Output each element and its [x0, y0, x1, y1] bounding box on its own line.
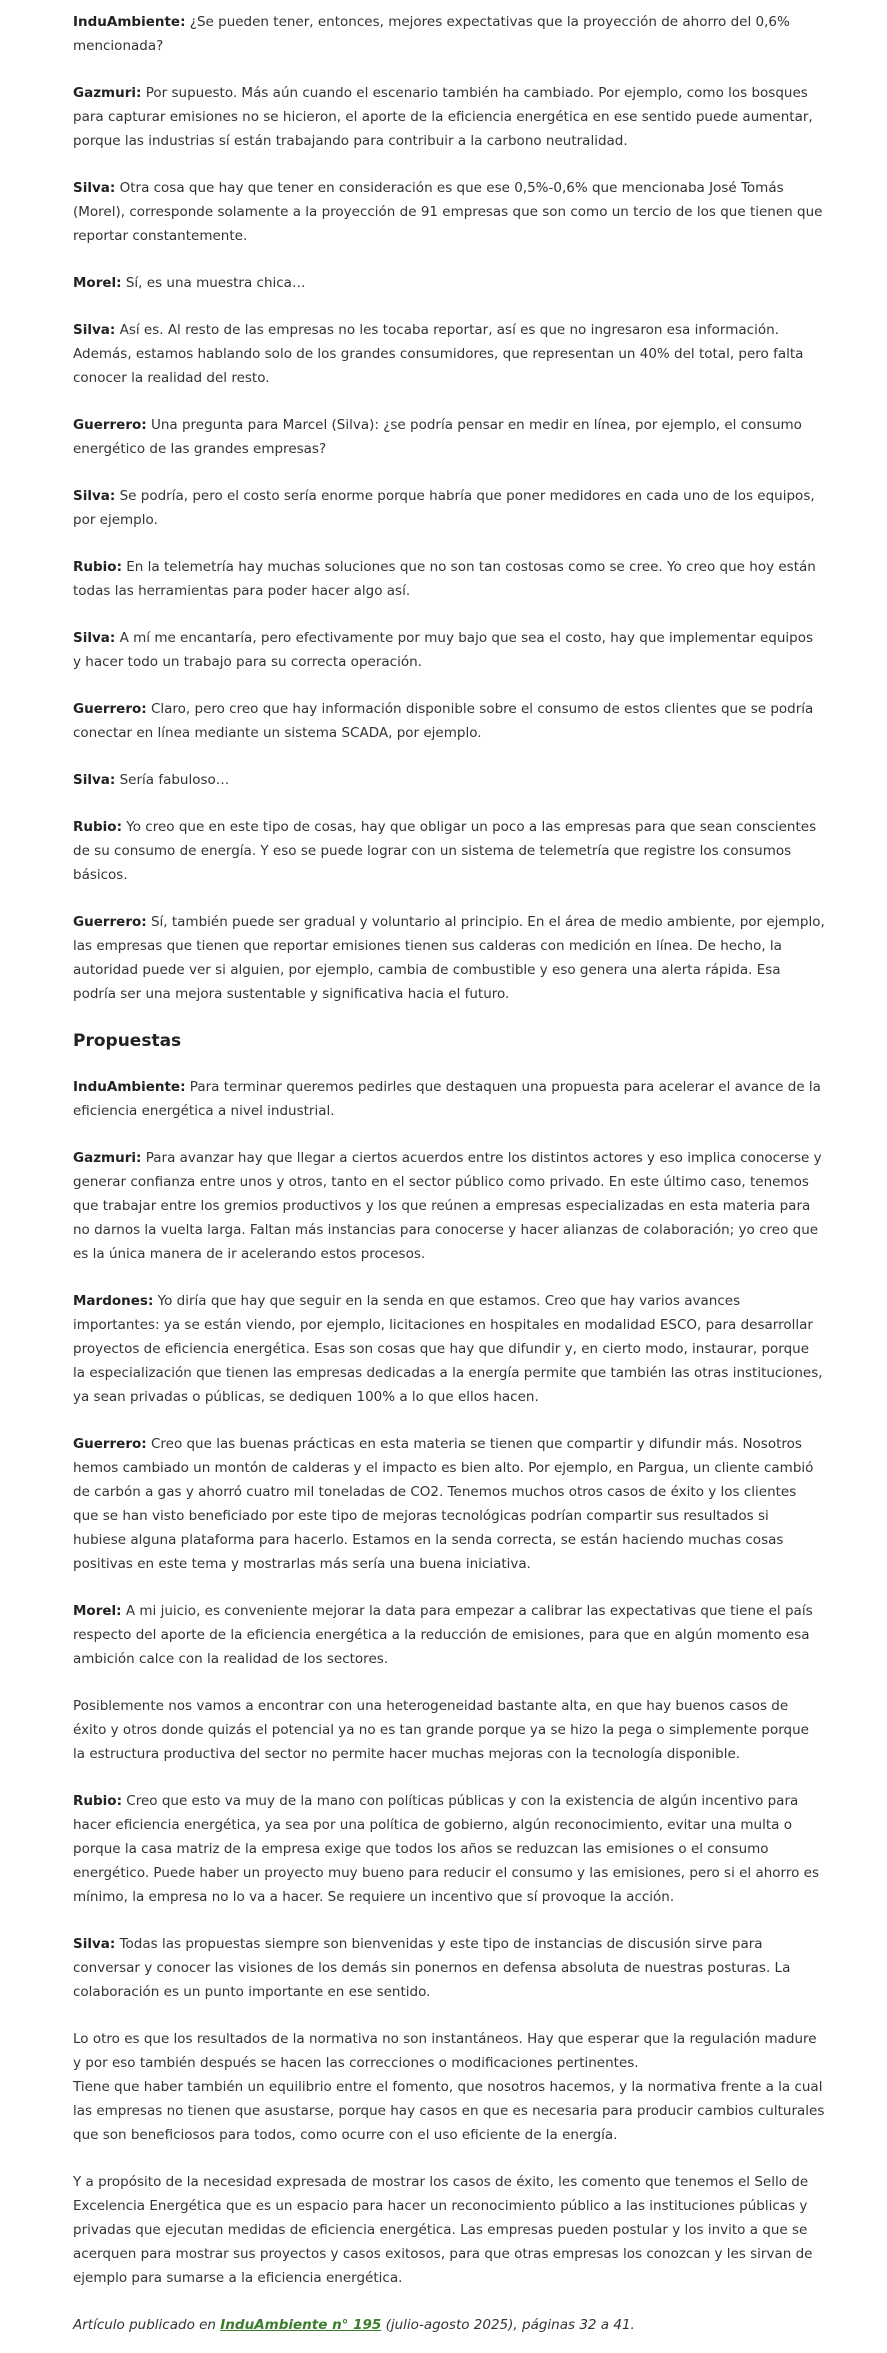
speaker-name: Rubio: — [73, 1793, 122, 1809]
speaker-name: Silva: — [73, 630, 116, 646]
speaker-name: Mardones: — [73, 1293, 154, 1309]
paragraph-line: Lo otro es que los resultados de la normativa no son instantáneos. Hay que esperar que la regulación madure y por eso también después se hacen las correcciones o modificaciones pertinentes. — [73, 2031, 817, 2071]
speaker-name: Morel: — [73, 1603, 122, 1619]
paragraph — [73, 176, 825, 248]
paragraph-text: Para avanzar hay que llegar a ciertos acuerdos entre los distintos actores y eso implica conocerse y generar confianza entre unos y otros, tanto en el sector público como privado. En este último caso, tenemos que trabajar entre los gremios productivos y los que reúnen a empresas especializadas en esta materia para no darnos la vuelta larga. Faltan más instancias para conocerse y hacer alianzas de colaboración; yo creo que es la única manera de ir acelerando estos procesos. — [73, 1150, 822, 1262]
paragraph — [73, 2027, 825, 2147]
section-heading: Propuestas — [73, 1031, 182, 1051]
paragraph — [73, 555, 825, 603]
speaker-name: Rubio: — [73, 819, 122, 835]
paragraph — [73, 271, 825, 295]
paragraph-text: Así es. Al resto de las empresas no les tocaba reportar, así es que no ingresaron esa información. Además, estamos hablando solo de los grandes consumidores, que representan un 40% del total, pero falta conocer la realidad del resto. — [73, 322, 804, 386]
paragraph-text: Sería fabuloso… — [119, 772, 230, 788]
paragraph-text: ¿Se pueden tener, entonces, mejores expectativas que la proyección de ahorro del 0,6% mencionada? — [73, 14, 790, 54]
paragraph — [73, 1075, 825, 1123]
speaker-name: Guerrero: — [73, 914, 147, 930]
paragraph — [73, 768, 825, 792]
paragraph — [73, 1599, 825, 1671]
paragraph-text: A mí me encantaría, pero efectivamente por muy bajo que sea el costo, hay que implementar equipos y hacer todo un trabajo para su correcta operación. — [73, 630, 814, 670]
paragraph-text: Posiblemente nos vamos a encontrar con una heterogeneidad bastante alta, en que hay buenos casos de éxito y otros donde quizás el potencial ya no es tan grande porque ya se hizo la pega o simplemente porque la estructura productiva del sector no permite hacer muchas mejoras con la tecnología disponible. — [73, 1698, 809, 1762]
paragraph — [73, 413, 825, 461]
credit-suffix: (julio-agosto 2025), páginas 32 a 41. — [385, 2317, 635, 2333]
paragraph-text: Para terminar queremos pedirles que destaquen una propuesta para acelerar el avance de la eficiencia energética a nivel industrial. — [73, 1079, 821, 1119]
speaker-name: Silva: — [73, 488, 116, 504]
speaker-name: Silva: — [73, 1936, 116, 1952]
paragraph — [73, 81, 825, 153]
speaker-name: Gazmuri: — [73, 1150, 142, 1166]
paragraph-text: Yo diría que hay que seguir en la senda en que estamos. Creo que hay varios avances importantes: ya se están viendo, por ejemplo, licitaciones en hospitales en modalidad ESCO, para desarrollar proyectos de eficiencia energética. Esas son cosas que hay que difundir y, en cierto modo, instaurar, porque la especialización que tienen las empresas dedicadas a la energía permite que también las otras instituciones, ya sean privadas o públicas, se dediquen 100% a lo que ellos hacen. — [73, 1293, 823, 1405]
article-credit — [73, 2313, 825, 2337]
paragraph — [73, 697, 825, 745]
speaker-name: Morel: — [73, 275, 122, 291]
speaker-name: Guerrero: — [73, 701, 147, 717]
paragraph-text: Una pregunta para Marcel (Silva): ¿se podría pensar en medir en línea, por ejemplo, el consumo energético de las grandes empresas? — [73, 417, 802, 457]
paragraph-text: A mi juicio, es conveniente mejorar la data para empezar a calibrar las expectativas que tiene el país respecto del aporte de la eficiencia energética a la reducción de emisiones, para que en algún momento esa ambición calce con la realidad de los sectores. — [73, 1603, 813, 1667]
speaker-name: Silva: — [73, 772, 116, 788]
paragraph-text: Sí, es una muestra chica… — [125, 275, 306, 291]
article-credit-wrap — [73, 2313, 825, 2337]
article-body — [73, 0, 825, 2290]
speaker-name: Rubio: — [73, 559, 122, 575]
paragraph-text: Yo creo que en este tipo de cosas, hay que obligar un poco a las empresas para que sean conscientes de su consumo de energía. Y eso se puede lograr con un sistema de telemetría que registre los consumos básicos. — [73, 819, 817, 883]
paragraph-text: Claro, pero creo que hay información disponible sobre el consumo de estos clientes que se podría conectar en línea mediante un sistema SCADA, por ejemplo. — [73, 701, 814, 741]
paragraph-text: Y a propósito de la necesidad expresada de mostrar los casos de éxito, les comento que tenemos el Sello de Excelencia Energética que es un espacio para hacer un reconocimiento público a las instituciones públicas y privadas que ejecutan medidas de eficiencia energética. Las empresas pueden postular y los invito a que se acerquen para mostrar sus proyectos y casos exitosos, para que otras empresas los conozcan y les sirvan de ejemplo para sumarse a la eficiencia energética. — [73, 2174, 813, 2286]
paragraph — [73, 2170, 825, 2290]
paragraph-text: Creo que las buenas prácticas en esta materia se tienen que compartir y difundir más. Nosotros hemos cambiado un montón de calderas y el impacto es bien alto. Por ejemplo, en Pargua, un cliente cambió de carbón a gas y ahorró cuatro mil toneladas de CO2. Tenemos muchos otros casos de éxito y los clientes que se han visto beneficiado por este tipo de mejoras tecnológicas podrían compartir sus resultados si hubiese alguna plataforma para hacerlo. Estamos en la senda correcta, se están haciendo muchas cosas positivas en este tema y mostrarlas más sería una buena iniciativa. — [73, 1436, 814, 1572]
paragraph — [73, 815, 825, 887]
speaker-name: Guerrero: — [73, 417, 147, 433]
speaker-name: Silva: — [73, 180, 116, 196]
paragraph — [73, 1432, 825, 1576]
speaker-name: Gazmuri: — [73, 85, 142, 101]
paragraph-text: Se podría, pero el costo sería enorme porque habría que poner medidores en cada uno de los equipos, por ejemplo. — [73, 488, 815, 528]
paragraph-text: Sí, también puede ser gradual y voluntario al principio. En el área de medio ambiente, por ejemplo, las empresas que tienen que reportar emisiones tienen sus calderas con medición en línea. De hecho, la autoridad puede ver si alguien, por ejemplo, cambia de combustible y eso genera una alerta rápida. Esa podría ser una mejora sustentable y significativa hacia el futuro. — [73, 914, 825, 1002]
paragraph — [73, 626, 825, 674]
paragraph — [73, 1932, 825, 2004]
paragraph — [73, 318, 825, 390]
speaker-name: Guerrero: — [73, 1436, 147, 1452]
paragraph — [73, 1694, 825, 1766]
paragraph-text: Otra cosa que hay que tener en consideración es que ese 0,5%-0,6% que mencionaba José Tomás (Morel), corresponde solamente a la proyección de 91 empresas que son como un tercio de los que tienen que reportar constantemente. — [73, 180, 823, 244]
speaker-name: InduAmbiente: — [73, 14, 186, 30]
paragraph — [73, 1289, 825, 1409]
paragraph-text: En la telemetría hay muchas soluciones que no son tan costosas como se cree. Yo creo que hoy están todas las herramientas para poder hacer algo así. — [73, 559, 816, 599]
paragraph-text: Por supuesto. Más aún cuando el escenario también ha cambiado. Por ejemplo, como los bosques para capturar emisiones no se hicieron, el aporte de la eficiencia energética en ese sentido puede aumentar, porque las industrias sí están trabajando para contribuir a la carbono neutralidad. — [73, 85, 813, 149]
magazine-issue-link[interactable]: InduAmbiente n° 195 — [220, 2317, 382, 2333]
paragraph — [73, 10, 825, 58]
speaker-name: Silva: — [73, 322, 116, 338]
speaker-name: InduAmbiente: — [73, 1079, 186, 1095]
credit-prefix: Artículo publicado en — [73, 2317, 216, 2333]
paragraph-line: Tiene que haber también un equilibrio entre el fomento, que nosotros hacemos, y la normativa frente a la cual las empresas no tienen que asustarse, porque hay casos en que es necesaria para producir cambios culturales que son beneficiosos para todos, como ocurre con el uso eficiente de la energía. — [73, 2079, 825, 2143]
paragraph-text: Todas las propuestas siempre son bienvenidas y este tipo de instancias de discusión sirve para conversar y conocer las visiones de los demás sin ponernos en defensa absoluta de nuestras posturas. La colaboración es un punto importante en ese sentido. — [73, 1936, 791, 2000]
paragraph-text: Creo que esto va muy de la mano con políticas públicas y con la existencia de algún incentivo para hacer eficiencia energética, ya sea por una política de gobierno, algún reconocimiento, evitar una multa o porque la casa matriz de la empresa exige que todos los años se reduzcan las emisiones o el consumo energético. Puede haber un proyecto muy bueno para reducir el consumo y las emisiones, pero si el ahorro es mínimo, la empresa no lo va a hacer. Se requiere un incentivo que sí provoque la acción. — [73, 1793, 820, 1905]
paragraph — [73, 1789, 825, 1909]
paragraph — [73, 910, 825, 1006]
paragraph — [73, 484, 825, 532]
paragraph — [73, 1146, 825, 1266]
